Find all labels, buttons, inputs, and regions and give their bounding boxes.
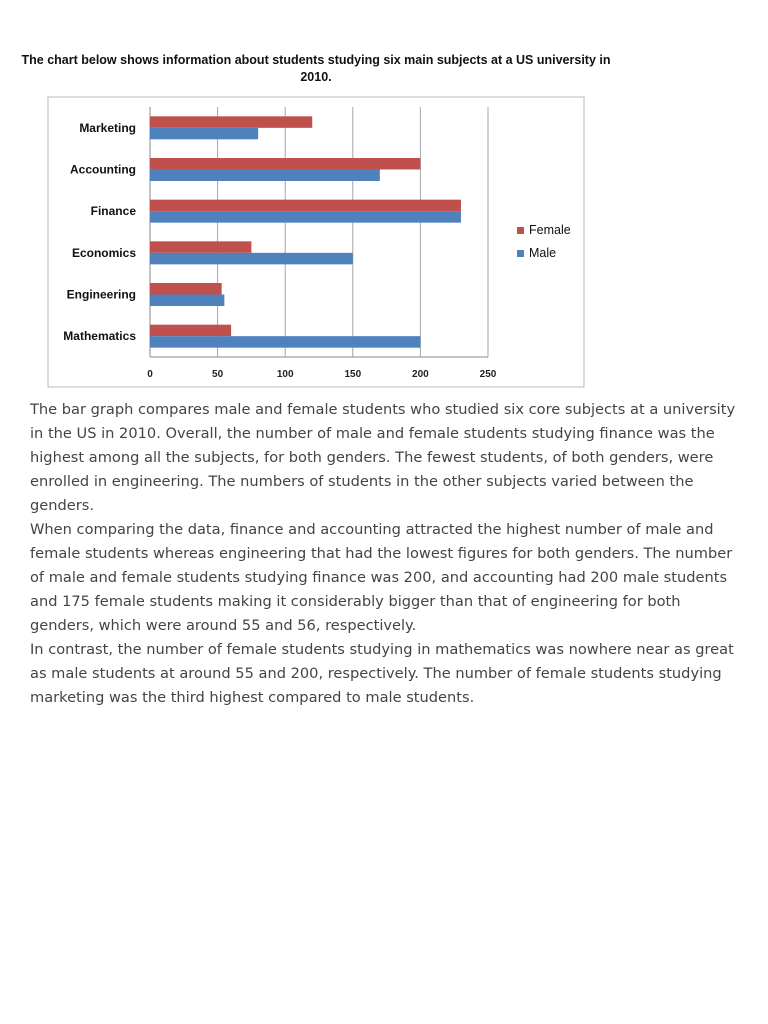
bar-male: [150, 170, 380, 182]
x-tick-label: 0: [147, 369, 153, 380]
category-label: Marketing: [79, 120, 136, 135]
bar-female: [150, 283, 222, 295]
legend-label: Male: [529, 246, 557, 260]
legend-swatch: [517, 227, 524, 234]
x-tick-label: 50: [212, 369, 224, 380]
legend-swatch: [517, 250, 524, 257]
legend-label: Female: [529, 223, 571, 237]
bar-female: [150, 241, 251, 253]
category-label: Mathematics: [63, 329, 136, 344]
chart-title: The chart below shows information about students studying six main subjects at a US university in 2010.: [21, 53, 611, 84]
category-label: Economics: [71, 245, 136, 260]
bar-male: [150, 211, 461, 223]
bar-female: [150, 116, 312, 128]
x-tick-label: 100: [276, 369, 294, 380]
category-label: Finance: [90, 204, 136, 219]
essay-text: [30, 398, 742, 710]
bar-male: [150, 253, 353, 264]
bar-chart: [0, 0, 768, 395]
bar-male: [150, 128, 258, 140]
bar-male: [150, 336, 420, 348]
essay-paragraph: In contrast, the number of female students studying in mathematics was nowhere near as great as male students at around 55 and 200, respectively. The number of female students studying marketing was the third highest compared to male students.: [30, 641, 734, 706]
essay-paragraph: The bar graph compares male and female students who studied six core subjects at a university in the US in 2010. Overall, the number of male and female students studying finance was the highest among all the subjects, for both genders. The fewest students, of both genders, were enrolled in engineering. The numbers of students in the other subjects varied between the genders.: [30, 401, 736, 514]
category-label: Engineering: [66, 287, 136, 302]
bar-female: [150, 200, 461, 212]
bar-male: [150, 295, 224, 307]
bar-female: [150, 158, 420, 170]
bar-female: [150, 325, 231, 337]
x-tick-label: 250: [479, 369, 497, 380]
x-tick-label: 200: [412, 369, 429, 380]
x-tick-label: 150: [344, 369, 362, 380]
category-label: Accounting: [70, 162, 136, 177]
essay-paragraph: When comparing the data, finance and accounting attracted the highest number of male and female students whereas engineering that had the lowest figures for both genders. The number of male and female students studying finance was 200, and accounting had 200 male students and 175 female students making it considerably bigger than that of engineering for both genders, which were around 55 and 56, respectively.: [30, 521, 733, 634]
